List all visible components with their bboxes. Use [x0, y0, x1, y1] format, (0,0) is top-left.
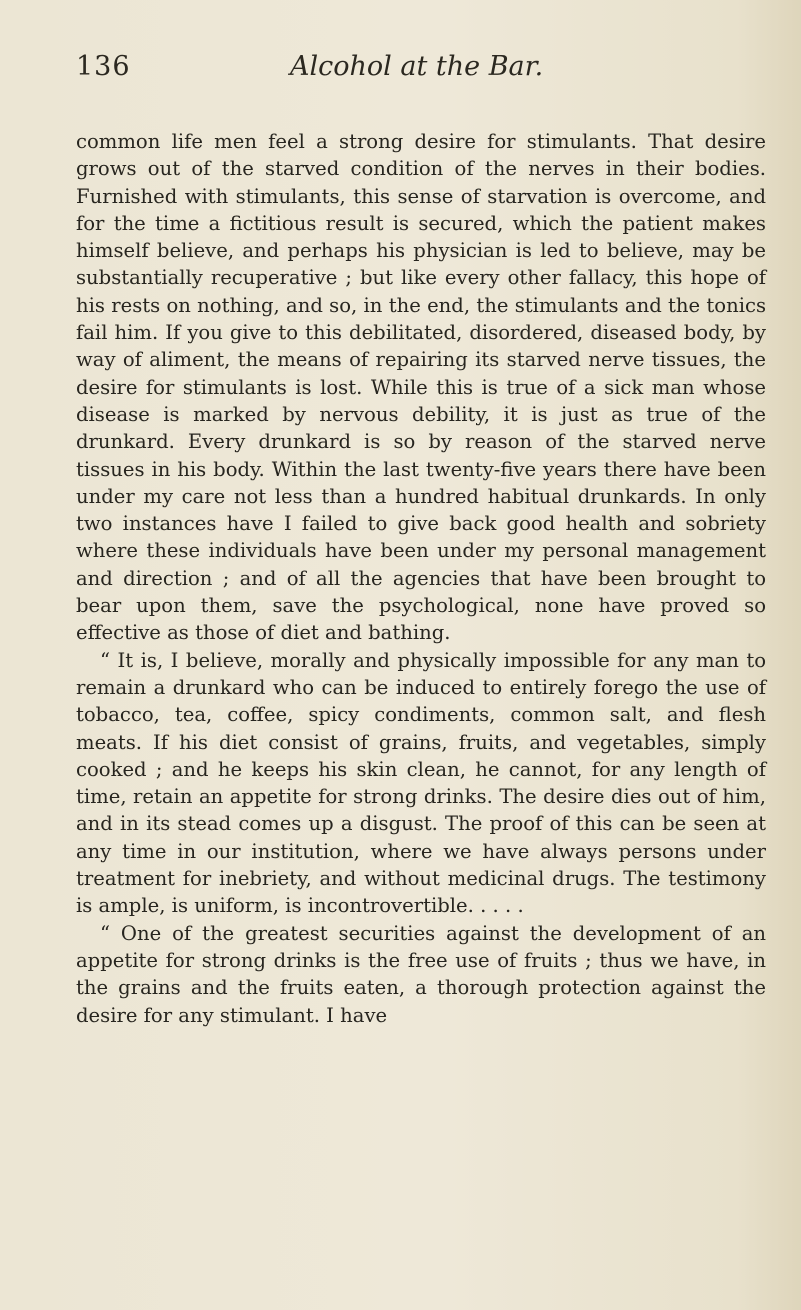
running-title: Alcohol at the Bar. — [290, 51, 544, 82]
paragraph-2: “ It is, I believe, morally and physically impossible for any man to remain a drunkard who can be induced to entirely forego the use of tobacco, tea, coffee, spicy condiments, common salt, and flesh meats. If his diet consist of grains, fruits, and vegetables, simply cooked ; and he keeps his skin clean, he cannot, for any length of time, retain an appetite for strong drinks. The desire dies out of him, and in its stead comes up a disgust. The proof of this can be seen at any time in our institution, where we have always persons under treatment for inebriety, and without medicinal drugs. The testimony is ample, is uniform, is incontrovertible. . . . . — [76, 648, 766, 918]
paragraph-3: “ One of the greatest securities against the development of an appetite for strong drinks is the free use of fruits ; thus we have, in the grains and the fruits eaten, a thorough protection against the desire for any stimulant. I have — [76, 921, 766, 1027]
body-text — [76, 128, 766, 1029]
paragraph-1: common life men feel a strong desire for stimulants. That desire grows out of the starved condition of the nerves in their bodies. Furnished with stimulants, this sense of starvation is overcome, and for the time a fictitious result is secured, which the patient makes himself believe, and perhaps his physician is led to believe, may be substantially recuperative ; but like every other fallacy, this hope of his rests on nothing, and so, in the end, the stimulants and the tonics fail him. If you give to this debilitated, disordered, diseased body, by way of aliment, the means of repairing its starved nerve tissues, the desire for stimulants is lost. While this is true of a sick man whose disease is marked by nervous debility, it is just as true of the drunkard. Every drunkard is so by reason of the starved nerve tissues in his body. Within the last twenty-five years there have been under my care not less than a hundred habitual drunkards. In only two instances have I failed to give back good health and sobriety where these individuals have been under my personal management and direction ; and of all the agencies that have been brought to bear upon them, save the psychological, none have proved so effective as those of diet and bathing. — [76, 130, 766, 645]
running-head — [66, 44, 766, 90]
page-number: 136 — [76, 51, 131, 82]
